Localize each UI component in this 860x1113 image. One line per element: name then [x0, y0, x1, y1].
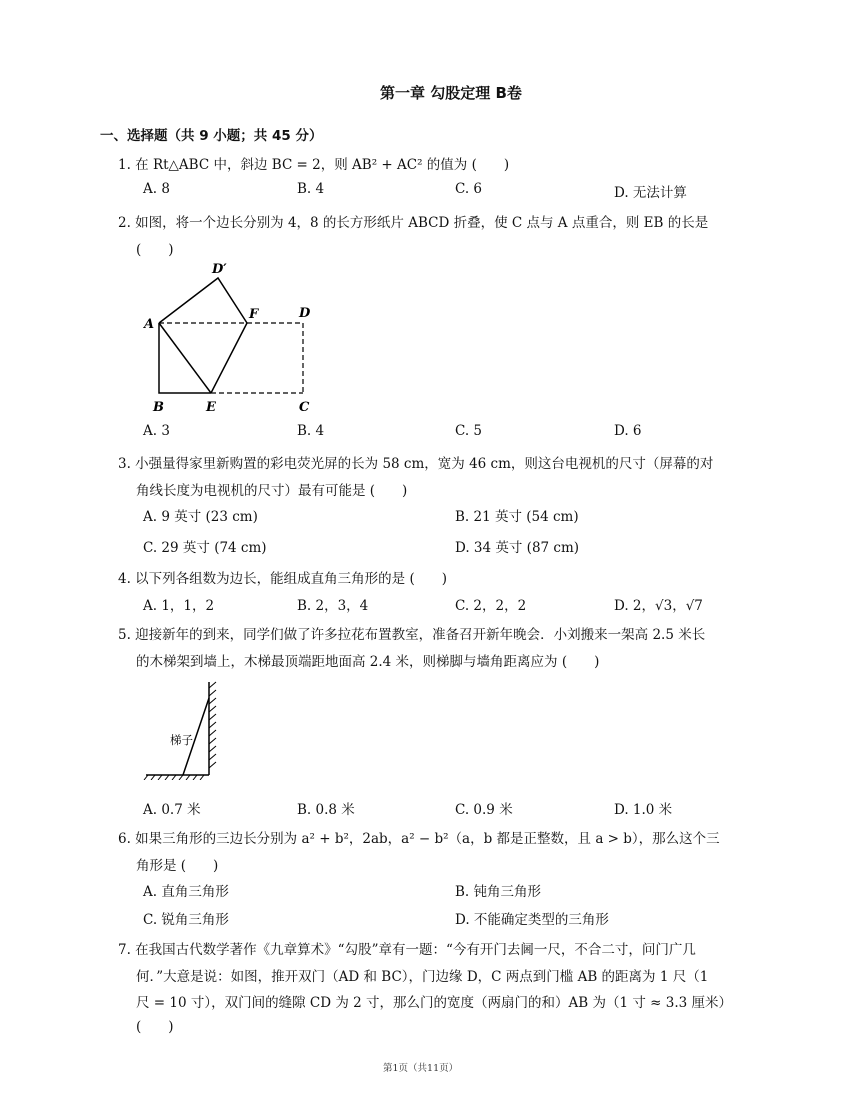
q3-option-c[interactable]: C. 29 英寸 (74 cm)	[143, 540, 267, 556]
question-2-line-2: ( )	[136, 242, 174, 258]
q6-option-d[interactable]: D. 不能确定类型的三角形	[455, 912, 609, 928]
ladder-label: 梯子	[170, 733, 193, 747]
segment-a-dprime-f	[159, 278, 247, 323]
figure-folded-rectangle	[140, 256, 320, 418]
question-7-line-4: ( )	[136, 1019, 174, 1035]
page-title: 第一章 勾股定理 B卷	[380, 84, 522, 102]
q5-option-b[interactable]: B. 0.8 米	[297, 802, 355, 818]
label-d: D	[299, 306, 311, 321]
q5-option-d[interactable]: D. 1.0 米	[614, 802, 673, 818]
dashed-rectangle	[159, 323, 303, 393]
q2-option-d[interactable]: D. 6	[614, 423, 642, 439]
question-7-line-3: 尺 = 10 寸），双门间的缝隙 CD 为 2 寸，那么门的宽度（两扇门的和）AB 为（1 寸 ≈ 3.3 厘米）	[136, 995, 733, 1011]
label-b: B	[153, 400, 164, 415]
label-d-prime: D′	[212, 262, 227, 277]
q2-option-c[interactable]: C. 5	[455, 423, 483, 439]
label-e: E	[206, 400, 216, 415]
segment-ae	[159, 323, 211, 393]
question-3-line-1: 3. 小强量得家里新购置的彩电荧光屏的长为 58 cm，宽为 46 cm，则这台电视机的尺寸（屏幕的对	[118, 456, 714, 472]
wall-hatching	[209, 682, 216, 768]
q3-option-a[interactable]: A. 9 英寸 (23 cm)	[143, 509, 258, 525]
section-header: 一、选择题（共 9 小题；共 45 分）	[100, 128, 323, 144]
question-6-line-1: 6. 如果三角形的三边长分别为 a² + b²，2ab，a² − b²（a，b 都是正整数，且 a > b），那么这个三	[118, 831, 720, 847]
label-a: A	[144, 317, 155, 332]
q6-option-c[interactable]: C. 锐角三角形	[143, 912, 229, 928]
label-c: C	[299, 400, 310, 415]
q6-option-b[interactable]: B. 钝角三角形	[455, 884, 542, 900]
question-7-line-1: 7. 在我国古代数学著作《九章算术》“勾股”章有一题：“今有开门去阃一尺，不合二寸，问门广几	[118, 942, 696, 958]
label-f: F	[249, 307, 259, 322]
q2-option-b[interactable]: B. 4	[297, 423, 325, 439]
q1-option-c[interactable]: C. 6	[455, 181, 483, 197]
q4-option-a[interactable]: A. 1，1，2	[143, 598, 215, 614]
question-1: 1. 在 Rt△ABC 中，斜边 BC = 2，则 AB² + AC² 的值为 ( )	[118, 157, 510, 173]
q3-option-b[interactable]: B. 21 英寸 (54 cm)	[455, 509, 579, 525]
q2-option-a[interactable]: A. 3	[143, 423, 170, 439]
question-5-line-1: 5. 迎接新年的到来，同学们做了许多拉花布置教室，准备召开新年晚会．小刘搬来一架高 2.5 米长	[118, 627, 706, 643]
q1-option-b[interactable]: B. 4	[297, 181, 325, 197]
q4-option-c[interactable]: C. 2，2，2	[455, 598, 527, 614]
q6-option-a[interactable]: A. 直角三角形	[143, 884, 229, 900]
question-7-line-2: 何．”大意是说：如图，推开双门（AD 和 BC），门边缘 D，C 两点到门槛 AB 的距离为 1 尺（1	[136, 969, 709, 985]
q1-option-d[interactable]: D. 无法计算	[614, 185, 687, 201]
q3-option-d[interactable]: D. 34 英寸 (87 cm)	[455, 540, 580, 556]
q4-option-b[interactable]: B. 2，3，4	[297, 598, 369, 614]
figure-ladder-wall	[140, 680, 230, 780]
question-4: 4. 以下列各组数为边长，能组成直角三角形的是 ( )	[118, 571, 447, 587]
question-2-line-1: 2. 如图，将一个边长分别为 4，8 的长方形纸片 ABCD 折叠，使 C 点与 A 点重合，则 EB 的长是	[118, 215, 709, 231]
page-footer: 第1页（共11页）	[383, 1063, 459, 1074]
question-3-line-2: 角线长度为电视机的尺寸）最有可能是 ( )	[136, 483, 408, 499]
question-6-line-2: 角形是 ( )	[136, 858, 219, 874]
question-5-line-2: 的木梯架到墙上，木梯最顶端距地面高 2.4 米，则梯脚与墙角距离应为 ( )	[136, 654, 600, 670]
q1-option-a[interactable]: A. 8	[143, 181, 170, 197]
segment-ef	[211, 323, 247, 393]
q5-option-a[interactable]: A. 0.7 米	[143, 802, 201, 818]
q4-option-d[interactable]: D. 2，√3，√7	[614, 598, 703, 614]
q5-option-c[interactable]: C. 0.9 米	[455, 802, 513, 818]
